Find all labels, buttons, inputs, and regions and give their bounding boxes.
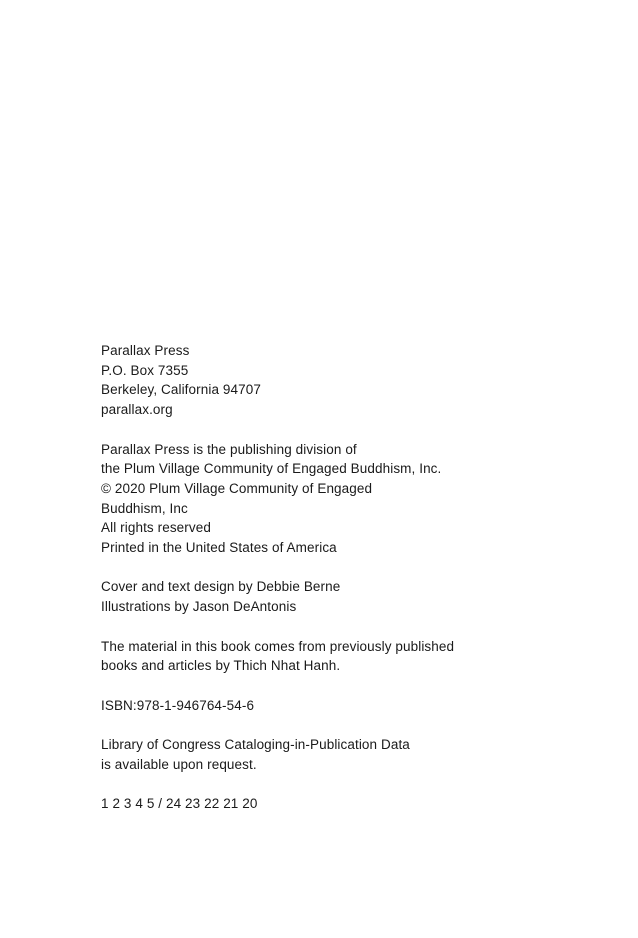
printed-in: Printed in the United States of America [101, 540, 337, 556]
isbn: ISBN:978-1-946764-54-6 [101, 697, 255, 713]
copyright-line: Buddhism, Inc [101, 500, 188, 516]
cataloging-line: Library of Congress Cataloging-in-Publication Data [101, 736, 410, 752]
isbn-block [101, 696, 601, 716]
publisher-block [101, 341, 601, 420]
cataloging-block [101, 735, 601, 774]
rights-block [101, 440, 601, 558]
source-line: books and articles by Thich Nhat Hanh. [101, 658, 341, 674]
printing-line: 1 2 3 4 5 / 24 23 22 21 20 [101, 796, 258, 812]
rights-reserved: All rights reserved [101, 520, 211, 536]
rights-line: Parallax Press is the publishing division of [101, 441, 357, 457]
source-block [101, 637, 601, 676]
design-credit: Cover and text design by Debbie Berne [101, 579, 341, 595]
colophon [101, 341, 601, 833]
copyright-line: © 2020 Plum Village Community of Engaged [101, 480, 373, 496]
publisher-po-box: P.O. Box 7355 [101, 362, 189, 378]
credits-block [101, 577, 601, 616]
publisher-city: Berkeley, California 94707 [101, 382, 261, 398]
source-line: The material in this book comes from previously published [101, 638, 455, 654]
printing-block [101, 794, 601, 814]
publisher-website: parallax.org [101, 402, 173, 418]
publisher-name: Parallax Press [101, 343, 190, 358]
rights-line: the Plum Village Community of Engaged Buddhism, Inc. [101, 461, 442, 477]
cataloging-line: is available upon request. [101, 756, 257, 772]
illustration-credit: Illustrations by Jason DeAntonis [101, 599, 297, 615]
